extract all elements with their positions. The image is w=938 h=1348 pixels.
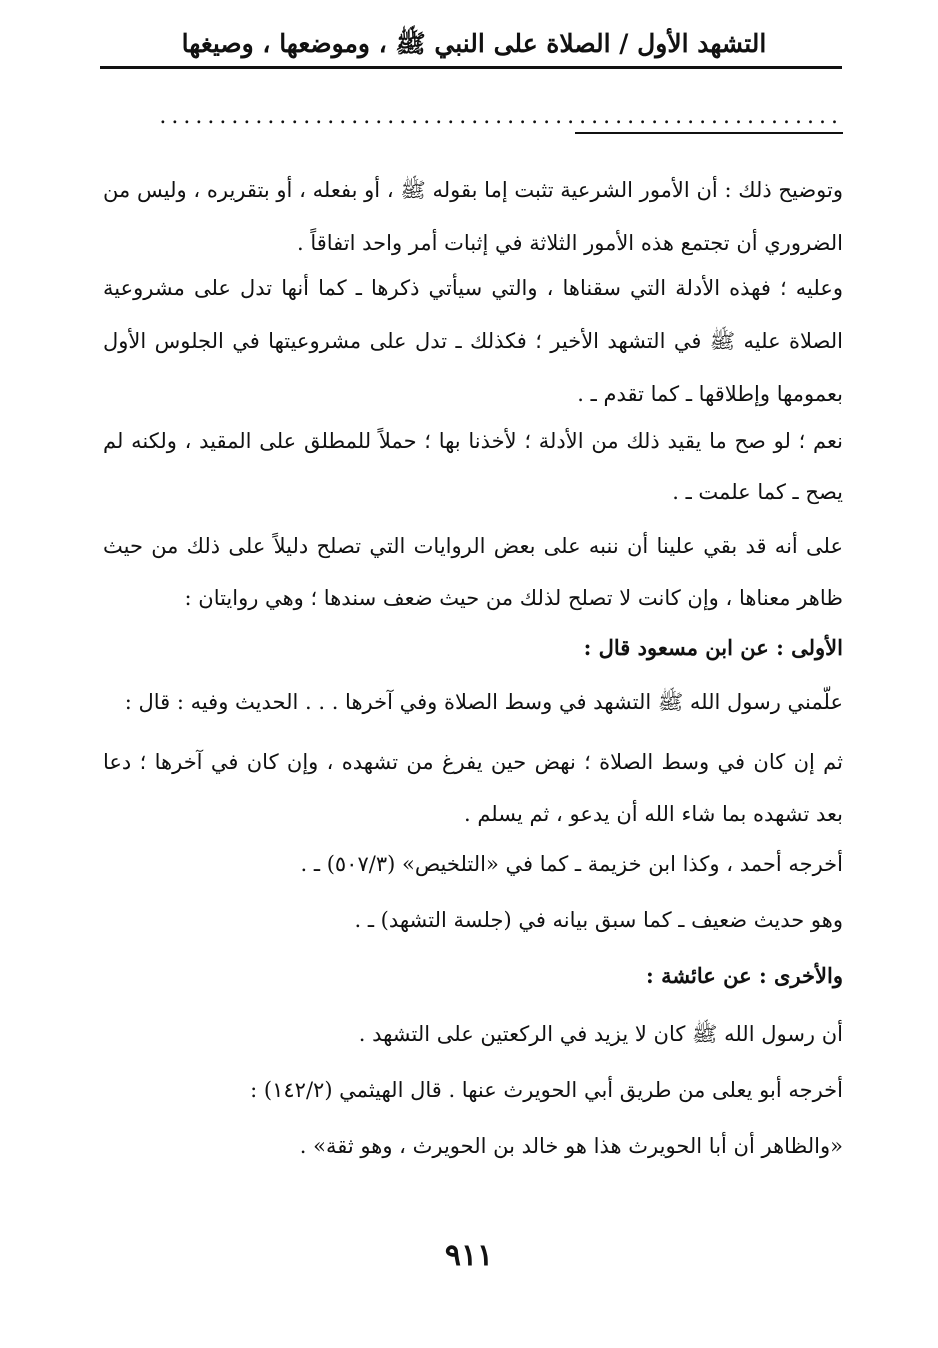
paragraph-aisha-hadith: أن رسول الله ﷺ كان لا يزيد في الركعتين على التشهد . bbox=[358, 1022, 843, 1046]
paragraph-haythami-quote: «والظاهر أن أبا الحويرث هذا هو خالد بن الحويرث ، وهو ثقة» . bbox=[299, 1134, 843, 1158]
paragraph-ibn-masud-hadith: علّمني رسول الله ﷺ التشهد في وسط الصلاة وفي آخرها . . . الحديث وفيه : قال : bbox=[124, 690, 843, 714]
paragraph-abu-yala-source: أخرجه أبو يعلى من طريق أبي الحويرث عنها . قال الهيثمي (١٤٢/٢) : bbox=[250, 1078, 843, 1102]
paragraph-evidence: وعليه ؛ فهذه الأدلة التي سقناها ، والتي سيأتي ذكرها ـ كما أنها تدل على مشروعية الصلاة عليه ﷺ في التشهد الأخير ؛ فكذلك ـ تدل على مشروعيتها في الجلوس الأول بعمومها وإطلاقها ـ كما تقدم ـ . bbox=[103, 276, 843, 406]
separator-short-rule bbox=[575, 132, 843, 134]
paragraph-clarification: وتوضيح ذلك : أن الأمور الشرعية تثبت إما بقوله ﷺ ، أو بفعله ، أو بتقريره ، وليس من الضروري أن تجتمع هذه الأمور الثلاثة في إثبات أمر واحد اتفاقاً . bbox=[103, 178, 843, 255]
paragraph-restriction: نعم ؛ لو صح ما يقيد ذلك من الأدلة ؛ لأخذنا بها ؛ حملاً للمطلق على المقيد ، ولكنه لم يصح ـ كما علمت ـ . bbox=[103, 429, 843, 504]
page-number: ٩١١ bbox=[444, 1238, 494, 1273]
paragraph-ahmad-source: أخرجه أحمد ، وكذا ابن خزيمة ـ كما في «التلخيص» (٥٠٧/٣) ـ . bbox=[300, 852, 843, 876]
paragraph-hadith-text: ثم إن كان في وسط الصلاة ؛ نهض حين يفرغ من تشهده ، وإن كان في آخرها ؛ دعا بعد تشهده بما شاء الله أن يدعو ، ثم يسلم . bbox=[103, 750, 843, 826]
paragraph-weak-hadith: وهو حديث ضعيف ـ كما سبق بيانه في (جلسة التشهد) ـ . bbox=[354, 908, 843, 932]
paragraph-narrations-intro: على أنه قد بقي علينا أن ننبه على بعض الروايات التي تصلح دليلاً على ذلك من حيث ظاهر معناها ، وإن كانت لا تصلح لذلك من حيث ضعف سندها ؛ وهي روايتان : bbox=[103, 534, 843, 610]
heading-first-narration: الأولى : عن ابن مسعود قال : bbox=[583, 635, 843, 660]
dotted-separator: ......................................................... bbox=[159, 104, 843, 129]
running-header: التشهد الأول / الصلاة على النبي ﷺ ، وموضعها ، وصيغها bbox=[181, 29, 767, 58]
header-rule bbox=[100, 66, 842, 69]
heading-second-narration: والأخرى : عن عائشة : bbox=[646, 963, 843, 988]
